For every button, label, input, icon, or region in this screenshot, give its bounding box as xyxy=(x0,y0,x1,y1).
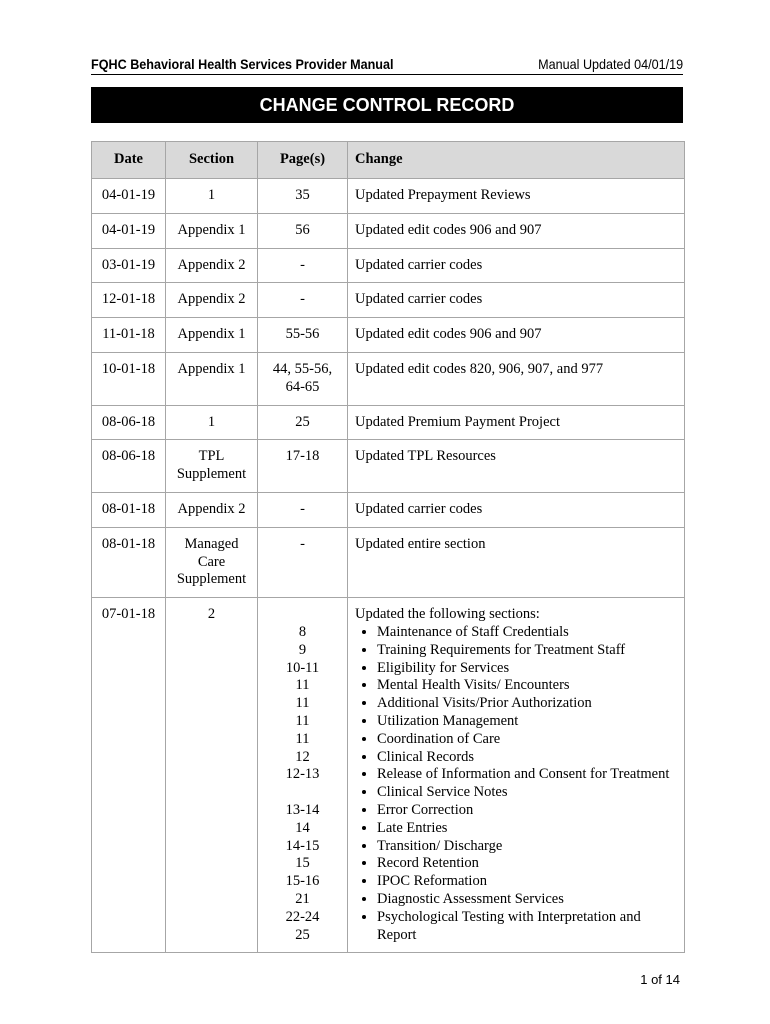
manual-updated-date: Manual Updated 04/01/19 xyxy=(537,56,683,72)
list-item: • Mental Health Visits/ Encounters xyxy=(377,677,677,695)
cell-section xyxy=(166,283,258,318)
cell-date: 08-06-18 xyxy=(92,440,166,493)
cell-date: 11-01-18 xyxy=(92,318,166,353)
cell-date: 10-01-18 xyxy=(92,352,166,405)
cell-date: 08-06-18 xyxy=(92,405,166,440)
list-item: • Clinical Records xyxy=(377,749,677,767)
cell-section xyxy=(166,213,258,248)
cell-pages xyxy=(258,440,348,493)
cell-date: 04-01-19 xyxy=(92,213,166,248)
cell-section xyxy=(166,352,258,405)
cell-pages xyxy=(258,405,348,440)
page-ref: 13-14 xyxy=(285,801,320,818)
change-control-table xyxy=(91,141,685,953)
cell-pages xyxy=(258,248,348,283)
cell-pages xyxy=(258,318,348,353)
cell-section xyxy=(166,492,258,527)
cell-pages xyxy=(258,352,348,405)
cell-line: Appendix 1 xyxy=(177,326,246,343)
cell-line: 17-18 xyxy=(285,448,320,465)
page-ref: 10-11 xyxy=(285,659,320,676)
table-row xyxy=(92,405,685,440)
table-row xyxy=(92,440,685,493)
cell-section xyxy=(166,440,258,493)
cell-line: TPL xyxy=(198,448,225,465)
cell-section xyxy=(166,248,258,283)
cell-date: 04-01-19 xyxy=(92,179,166,214)
cell-section xyxy=(166,179,258,214)
page-ref: 11 xyxy=(295,712,310,729)
cell-line: Supplement xyxy=(176,466,247,483)
list-item: • Record Retention xyxy=(377,855,677,873)
cell-line: Appendix 2 xyxy=(177,500,246,517)
table-row xyxy=(92,527,685,597)
page-spacer xyxy=(265,784,340,802)
cell-line: 25 xyxy=(295,413,310,430)
page-ref: 25 xyxy=(295,926,310,943)
page-ref: 21 xyxy=(295,890,310,907)
list-item: • Error Correction xyxy=(377,802,677,820)
list-item: • Utilization Management xyxy=(377,713,677,731)
cell-date: 08-01-18 xyxy=(92,492,166,527)
page-ref: 14 xyxy=(295,819,310,836)
page-ref: 15 xyxy=(295,855,310,872)
table-header-row xyxy=(92,142,685,179)
cell-pages xyxy=(258,527,348,597)
cell-change: Updated entire section xyxy=(348,527,685,597)
page-ref: 12-13 xyxy=(285,766,320,783)
table-row xyxy=(92,598,685,953)
table-row xyxy=(92,213,685,248)
list-item: • Diagnostic Assessment Services xyxy=(377,891,677,909)
cell-line: 1 xyxy=(207,413,216,430)
list-item: • Eligibility for Services xyxy=(377,660,677,678)
cell-pages xyxy=(258,213,348,248)
column-header-section: Section xyxy=(166,142,258,179)
manual-title: FQHC Behavioral Health Services Provider Manual xyxy=(91,56,394,72)
cell-section xyxy=(166,405,258,440)
cell-line: - xyxy=(300,256,305,273)
cell-line: 55-56 xyxy=(285,326,320,343)
page-ref: 22-24 xyxy=(285,908,320,925)
cell-line: 64-65 xyxy=(285,378,320,395)
cell-pages xyxy=(258,179,348,214)
page-ref: 11 xyxy=(295,695,310,712)
list-item: • Psychological Testing with Interpretation and Report xyxy=(377,909,677,945)
table-row xyxy=(92,283,685,318)
cell-line: Appendix 1 xyxy=(177,360,246,377)
cell-line: 44, 55-56, xyxy=(272,360,333,377)
list-item: • IPOC Reformation xyxy=(377,873,677,891)
cell-line: - xyxy=(300,291,305,308)
cell-pages xyxy=(258,283,348,318)
cell-change: Updated Prepayment Reviews xyxy=(348,179,685,214)
cell-change: Updated TPL Resources xyxy=(348,440,685,493)
cell-change: Updated edit codes 906 and 907 xyxy=(348,213,685,248)
change-control-banner: CHANGE CONTROL RECORD xyxy=(91,87,683,123)
table-row xyxy=(92,352,685,405)
cell-line: - xyxy=(300,500,305,517)
page-spacer xyxy=(265,606,340,624)
page-ref: 11 xyxy=(295,677,310,694)
table-row xyxy=(92,248,685,283)
cell-line: 56 xyxy=(295,221,310,238)
cell-line: Managed xyxy=(184,535,239,552)
cell-line: Appendix 2 xyxy=(177,256,246,273)
cell-line: Care xyxy=(197,553,226,570)
column-header-change: Change xyxy=(348,142,685,179)
cell-section xyxy=(166,527,258,597)
cell-date: 08-01-18 xyxy=(92,527,166,597)
column-header-pages: Page(s) xyxy=(258,142,348,179)
cell-date: 07-01-18 xyxy=(92,598,166,953)
list-item: • Training Requirements for Treatment Staff xyxy=(377,642,677,660)
list-item: • Coordination of Care xyxy=(377,731,677,749)
cell-section: 2 xyxy=(166,598,258,953)
change-intro: Updated the following sections: xyxy=(355,606,540,623)
cell-date: 12-01-18 xyxy=(92,283,166,318)
cell-section xyxy=(166,318,258,353)
cell-line: Appendix 2 xyxy=(177,291,246,308)
table-body xyxy=(92,179,685,953)
change-section-list xyxy=(355,624,677,944)
cell-line: 1 xyxy=(207,187,216,203)
cell-change: Updated carrier codes xyxy=(348,248,685,283)
page-ref: 14-15 xyxy=(285,837,320,854)
cell-line: Appendix 1 xyxy=(177,221,246,238)
list-item: • Transition/ Discharge xyxy=(377,838,677,856)
page-header xyxy=(91,54,683,75)
cell-change xyxy=(348,598,685,953)
cell-change: Updated edit codes 906 and 907 xyxy=(348,318,685,353)
cell-pages xyxy=(258,492,348,527)
list-item: • Clinical Service Notes xyxy=(377,784,677,802)
page-number: 1 of 14 xyxy=(640,972,680,987)
page-ref: 15-16 xyxy=(285,873,320,890)
list-item: • Additional Visits/Prior Authorization xyxy=(377,695,677,713)
cell-line: 35 xyxy=(295,187,310,203)
page-ref: 9 xyxy=(298,641,307,658)
list-item: • Late Entries xyxy=(377,820,677,838)
cell-change: Updated carrier codes xyxy=(348,283,685,318)
cell-change: Updated edit codes 820, 906, 907, and 977 xyxy=(348,352,685,405)
column-header-date: Date xyxy=(92,142,166,179)
list-item: • Release of Information and Consent for Treatment xyxy=(377,766,677,784)
cell-pages xyxy=(258,598,348,953)
list-item: • Maintenance of Staff Credentials xyxy=(377,624,677,642)
cell-date: 03-01-19 xyxy=(92,248,166,283)
page-ref: 11 xyxy=(295,730,310,747)
cell-change: Updated Premium Payment Project xyxy=(348,405,685,440)
cell-line: - xyxy=(300,535,305,552)
table-row xyxy=(92,492,685,527)
table-row xyxy=(92,318,685,353)
page-ref: 8 xyxy=(298,623,307,640)
cell-line: Supplement xyxy=(176,571,247,588)
page-ref: 12 xyxy=(295,748,310,765)
table-row xyxy=(92,179,685,214)
cell-change: Updated carrier codes xyxy=(348,492,685,527)
